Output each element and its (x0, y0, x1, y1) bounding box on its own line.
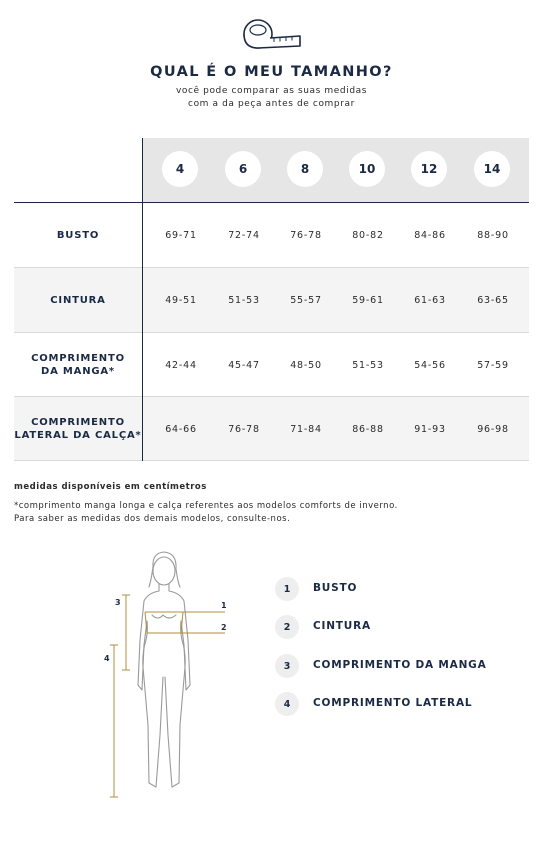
legend-item-comprimento-lateral (275, 692, 505, 718)
table-cell: 71-84 (290, 423, 322, 435)
legend-label: COMPRIMENTO DA MANGA (313, 659, 487, 671)
table-cell: 63-65 (477, 294, 509, 306)
header-divider (14, 202, 529, 203)
legend-number-badge: 4 (275, 692, 299, 716)
table-cell: 69-71 (165, 229, 197, 241)
footnote-line-2: Para saber as medidas dos demais modelos, consulte-nos. (14, 514, 291, 524)
row-label: BUSTO (56, 229, 100, 241)
footnote-line-1: *comprimento manga longa e calça referentes aos modelos comforts de inverno. (14, 501, 398, 511)
units-note: medidas disponíveis em centímetros (14, 482, 207, 492)
row-label: COMPRIMENTO DA MANGA* (31, 353, 125, 377)
page-title: QUAL É O MEU TAMANHO? (150, 64, 393, 80)
table-cell: 55-57 (290, 294, 322, 306)
table-row-cintura (14, 268, 529, 332)
legend-item-comprimento-manga (275, 654, 505, 680)
marker-4-label: 4 (104, 654, 110, 663)
row-divider (14, 460, 529, 461)
row-label: COMPRIMENTO LATERAL DA CALÇA* (14, 417, 142, 441)
table-cell: 51-53 (228, 294, 260, 306)
column-divider (142, 138, 143, 461)
size-10-badge: 10 (349, 151, 385, 187)
table-cell: 76-78 (290, 229, 322, 241)
table-cell: 59-61 (352, 294, 384, 306)
subtitle-line-1: você pode comparar as suas medidas (175, 86, 368, 96)
size-8-badge: 8 (287, 151, 323, 187)
legend-item-cintura (275, 615, 505, 641)
legend-label: COMPRIMENTO LATERAL (313, 697, 473, 709)
legend-number-badge: 1 (275, 577, 299, 601)
legend-label: BUSTO (313, 582, 358, 594)
table-cell: 61-63 (414, 294, 446, 306)
size-14-badge: 14 (474, 151, 510, 187)
marker-2-label: 2 (221, 623, 227, 632)
marker-3-label: 3 (115, 598, 121, 607)
legend-item-busto (275, 577, 505, 603)
table-cell: 64-66 (165, 423, 197, 435)
measurement-lines (110, 595, 225, 797)
table-cell: 76-78 (228, 423, 260, 435)
table-cell: 91-93 (414, 423, 446, 435)
table-cell: 84-86 (414, 229, 446, 241)
row-label: CINTURA (50, 294, 106, 306)
table-cell: 86-88 (352, 423, 384, 435)
table-cell: 57-59 (477, 359, 509, 371)
table-row-comprimento-lateral (14, 397, 529, 461)
legend-number-badge: 2 (275, 615, 299, 639)
table-cell: 88-90 (477, 229, 509, 241)
marker-1-label: 1 (221, 601, 227, 610)
table-cell: 49-51 (165, 294, 197, 306)
table-cell: 72-74 (228, 229, 260, 241)
table-row-comprimento-manga (14, 333, 529, 397)
table-cell: 51-53 (352, 359, 384, 371)
size-12-badge: 12 (411, 151, 447, 187)
table-cell: 48-50 (290, 359, 322, 371)
size-table (14, 138, 529, 461)
table-cell: 42-44 (165, 359, 197, 371)
measuring-tape-icon (240, 16, 304, 52)
table-row-busto (14, 203, 529, 267)
body-measurement-figure (100, 545, 240, 805)
table-cell: 45-47 (228, 359, 260, 371)
size-4-badge: 4 (162, 151, 198, 187)
table-cell: 80-82 (352, 229, 384, 241)
table-cell: 54-56 (414, 359, 446, 371)
size-header-row (142, 138, 529, 202)
size-6-badge: 6 (225, 151, 261, 187)
table-cell: 96-98 (477, 423, 509, 435)
subtitle-line-2: com a da peça antes de comprar (188, 99, 355, 109)
legend-label: CINTURA (313, 620, 371, 632)
body-silhouette (138, 552, 190, 787)
legend-number-badge: 3 (275, 654, 299, 678)
